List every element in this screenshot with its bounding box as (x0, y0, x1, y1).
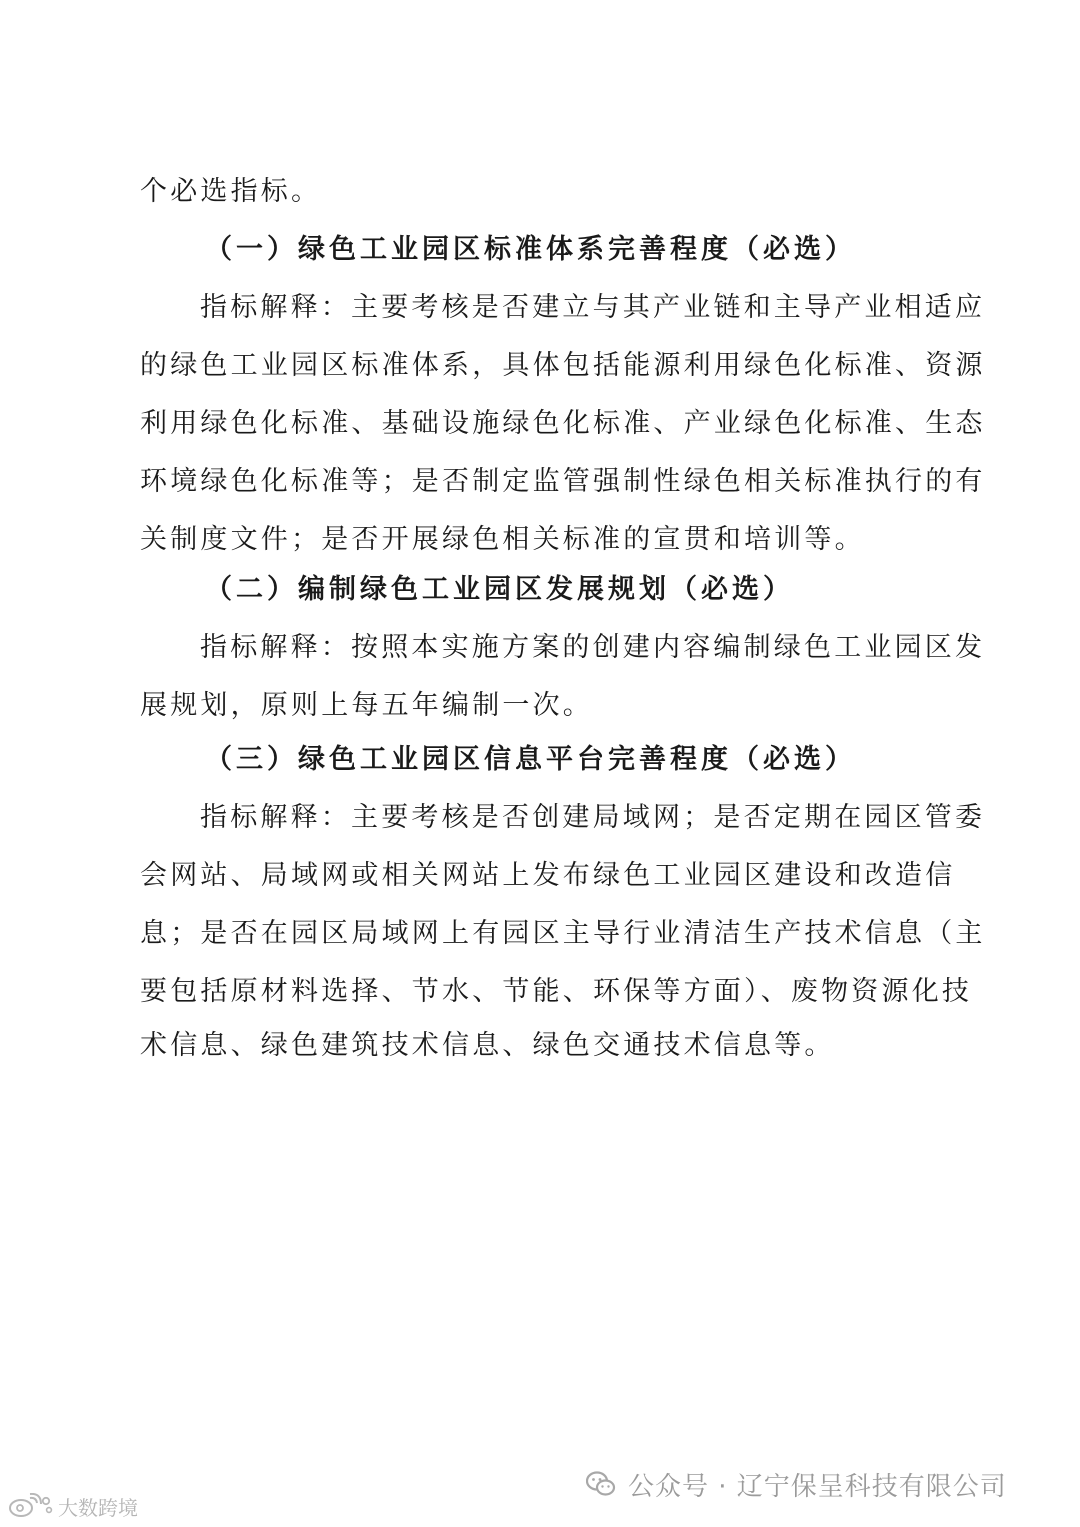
text-line: 要包括原材料选择、节水、节能、环保等方面）、废物资源化技 (140, 976, 973, 1007)
wechat-account-label: 公众号 · 辽宁保呈科技有限公司 (628, 1471, 1007, 1502)
text-line: 会网站、局域网或相关网站上发布绿色工业园区建设和改造信 (140, 860, 956, 891)
text-line: 术信息、绿色建筑技术信息、绿色交通技术信息等。 (140, 1030, 835, 1061)
source-watermark (8, 1491, 138, 1521)
text-line: 指标解释：主要考核是否建立与其产业链和主导产业相适应 (200, 292, 986, 323)
text-line: 指标解释：按照本实施方案的创建内容编制绿色工业园区发 (200, 632, 986, 663)
text-line: 利用绿色化标准、基础设施绿色化标准、产业绿色化标准、生态 (140, 408, 986, 439)
wechat-icon (586, 1470, 616, 1498)
text-line: 息；是否在园区局域网上有园区主导行业清洁生产技术信息（主 (140, 918, 986, 949)
text-line: 指标解释：主要考核是否创建局域网；是否定期在园区管委 (200, 802, 986, 833)
section-heading-1: （一）绿色工业园区标准体系完善程度（必选） (205, 234, 856, 265)
text-line: 关制度文件；是否开展绿色相关标准的宣贯和培训等。 (140, 524, 865, 555)
source-label: 大数跨境 (58, 1495, 138, 1520)
text-line: 的绿色工业园区标准体系，具体包括能源利用绿色化标准、资源 (140, 350, 986, 381)
text-line: 展规划，原则上每五年编制一次。 (140, 690, 593, 721)
section-heading-3: （三）绿色工业园区信息平台完善程度（必选） (205, 744, 856, 775)
weibo-icon (8, 1493, 54, 1519)
text-line: 环境绿色化标准等；是否制定监管强制性绿色相关标准执行的有 (140, 466, 986, 497)
section-heading-2: （二）编制绿色工业园区发展规划（必选） (205, 574, 794, 605)
text-line: 个必选指标。 (140, 176, 322, 207)
wechat-account-watermark (586, 1466, 1007, 1502)
